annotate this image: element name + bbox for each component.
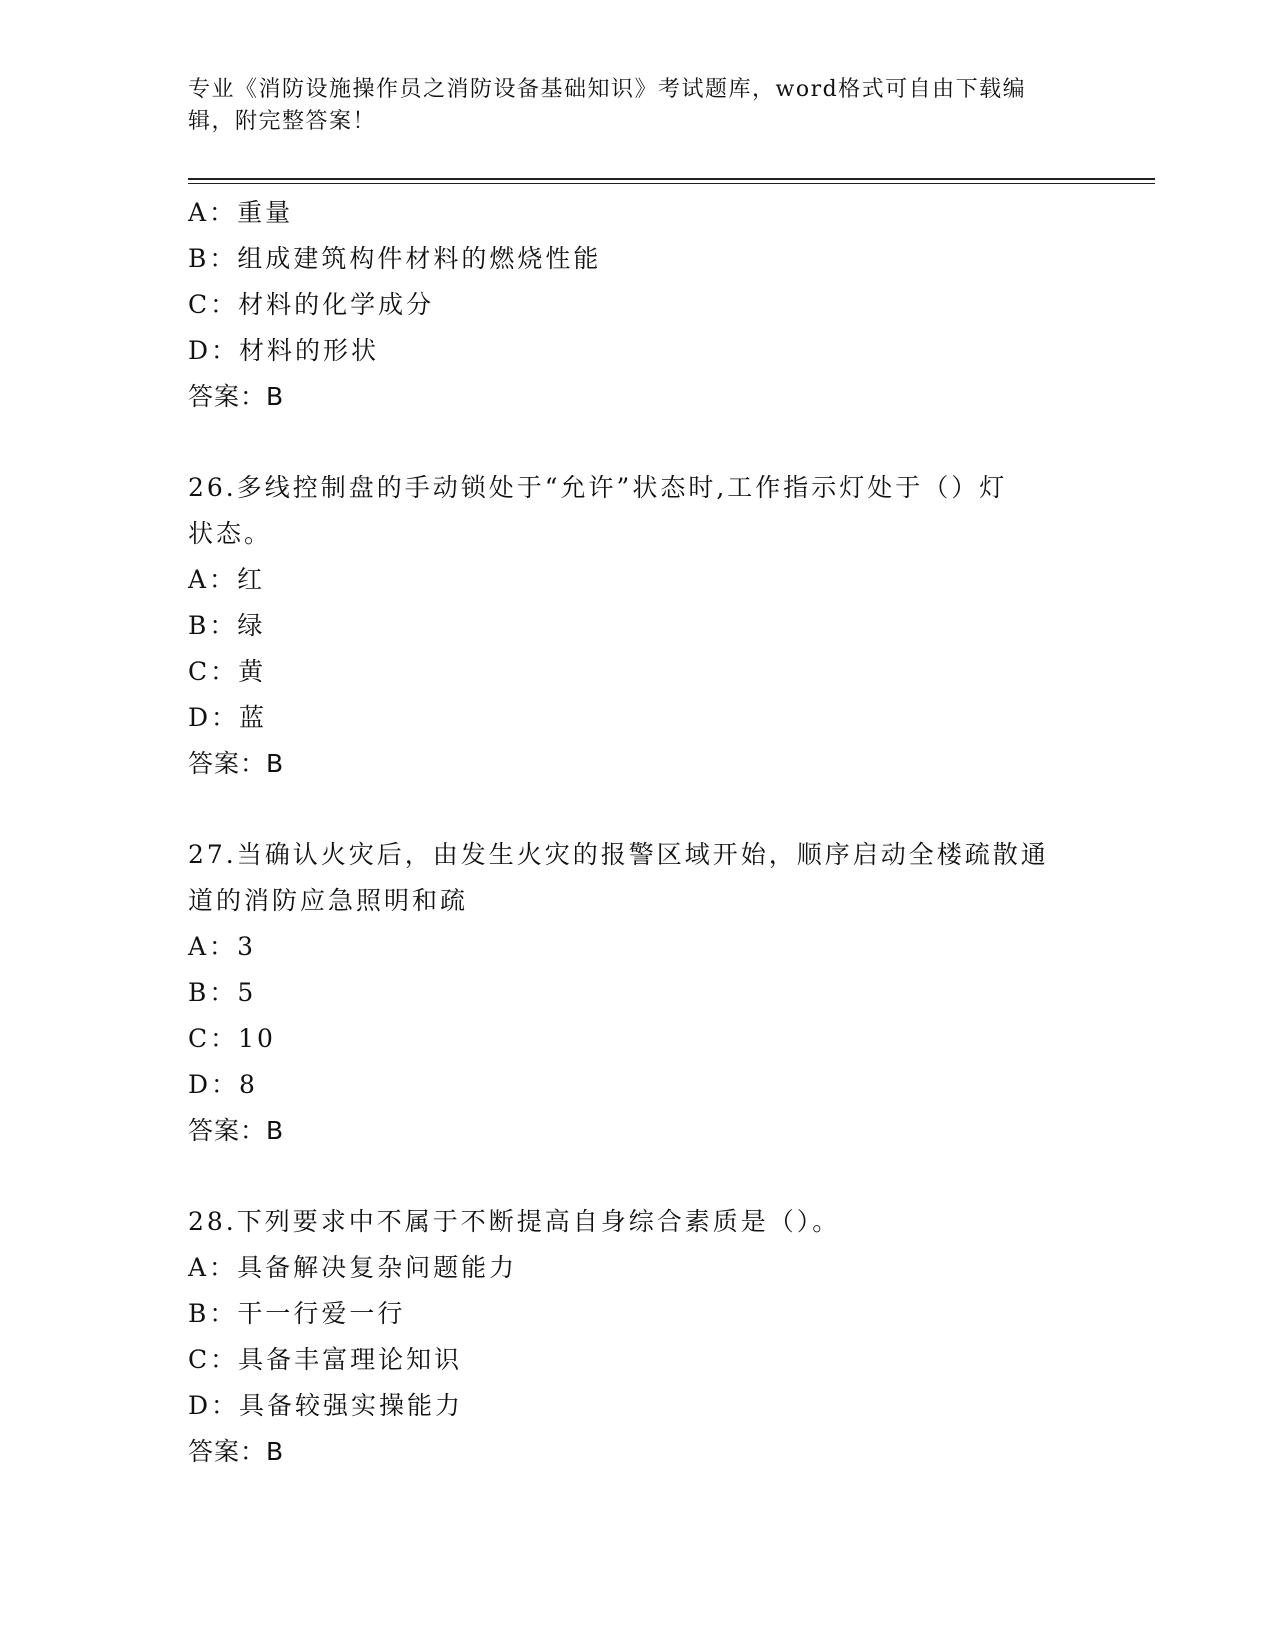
- option-d: D：蓝: [188, 703, 268, 732]
- question-stem-line-1: 27.当确认火灾后，由发生火灾的报警区域开始，顺序启动全楼疏散通: [188, 840, 1049, 869]
- option-b: B：干一行爱一行: [188, 1299, 406, 1328]
- spacer: [188, 1154, 1088, 1199]
- option-c: C：具备丰富理论知识: [188, 1345, 463, 1374]
- question-26: [188, 465, 1088, 787]
- option-a: A：重量: [188, 198, 294, 227]
- option-d: D：8: [188, 1070, 258, 1099]
- question-27: [188, 832, 1088, 1154]
- question-stem-line-2: 道的消防应急照明和疏: [188, 886, 469, 915]
- spacer: [188, 420, 1088, 465]
- question-28: [188, 1199, 1088, 1475]
- option-b: B：5: [188, 978, 257, 1007]
- answer-line: 答案：B: [188, 382, 285, 411]
- spacer: [188, 787, 1088, 832]
- header-line-1: 专业《消防设施操作员之消防设备基础知识》考试题库，word格式可自由下载编: [188, 77, 1027, 102]
- answer-line: 答案：B: [188, 749, 285, 778]
- question-list: [188, 190, 1088, 1475]
- option-b: B：组成建筑构件材料的燃烧性能: [188, 244, 602, 273]
- option-d: D：材料的形状: [188, 336, 380, 365]
- document-header: [188, 74, 1088, 138]
- option-c: C：黄: [188, 657, 267, 686]
- option-a: A：具备解决复杂问题能力: [188, 1253, 518, 1282]
- question-stem-line-2: 状态。: [188, 519, 273, 548]
- option-c: C：材料的化学成分: [188, 290, 435, 319]
- header-divider-thick: [188, 178, 1155, 180]
- question-25-continued: [188, 190, 1088, 420]
- option-a: A：3: [188, 932, 256, 961]
- option-c: C：10: [188, 1024, 276, 1053]
- option-d: D：具备较强实操能力: [188, 1391, 464, 1420]
- option-b: B：绿: [188, 611, 266, 640]
- header-line-2: 辑，附完整答案！: [188, 109, 377, 134]
- question-stem-line-1: 28.下列要求中不属于不断提高自身综合素质是（）。: [188, 1207, 841, 1236]
- option-a: A：红: [188, 565, 266, 594]
- question-stem-line-1: 26.多线控制盘的手动锁处于“允许”状态时,工作指示灯处于（）灯: [188, 473, 1008, 502]
- answer-line: 答案：B: [188, 1437, 285, 1466]
- answer-line: 答案：B: [188, 1116, 285, 1145]
- header-divider-thin: [188, 183, 1155, 184]
